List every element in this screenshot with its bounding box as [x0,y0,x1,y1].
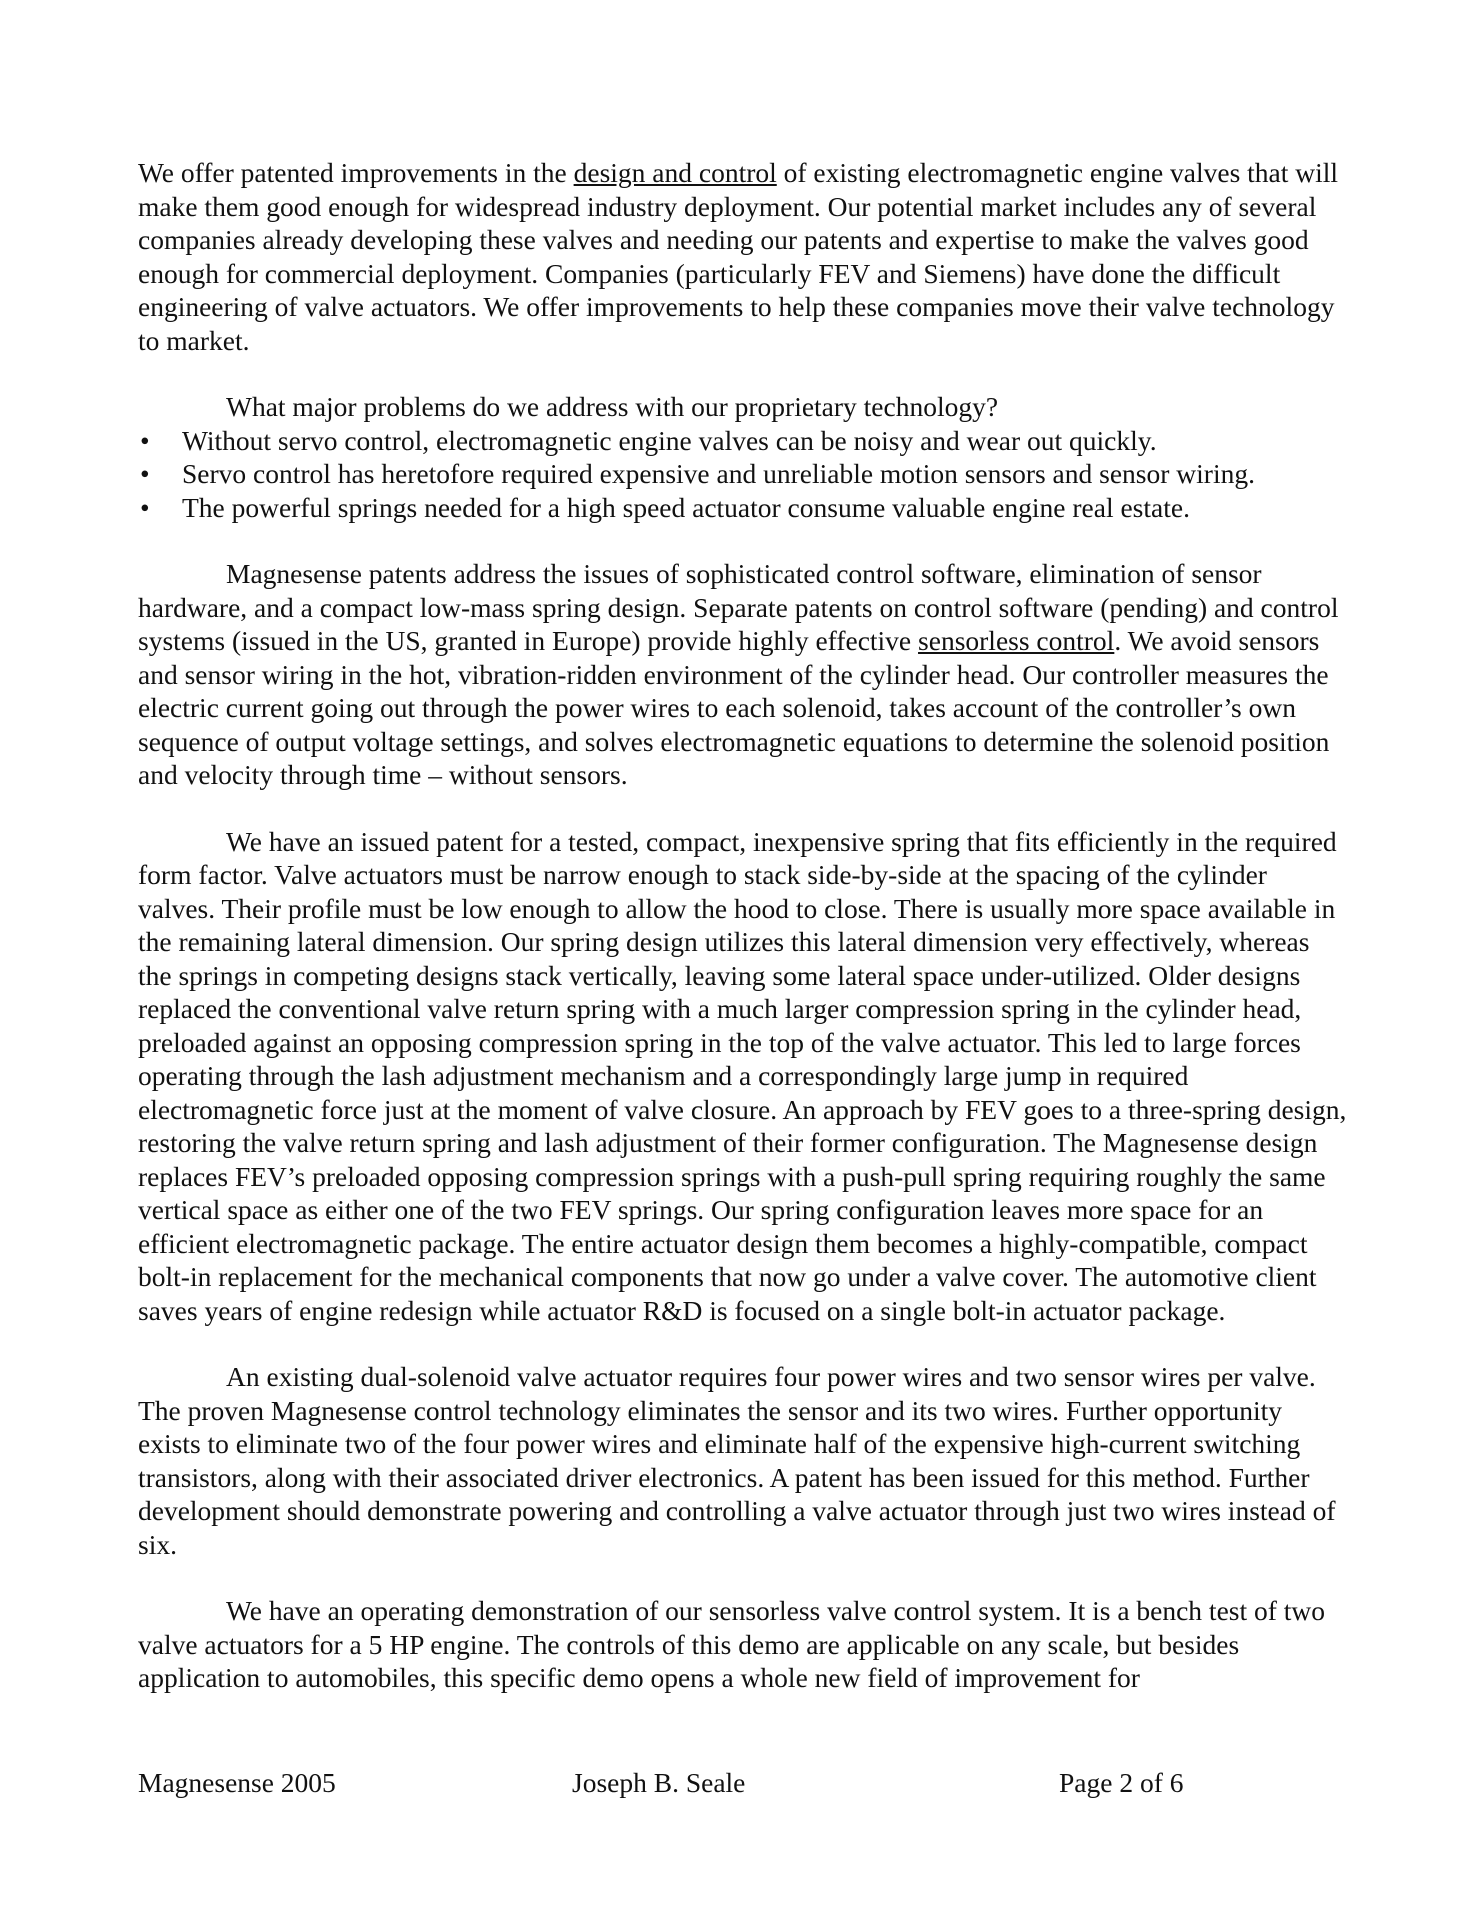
paragraph-intro [138,156,1348,357]
bullet-item [138,457,1348,491]
bullet-icon: • [140,424,150,456]
design-and-control-underlined: design and control [573,157,777,188]
sensorless-control-underlined: sensorless control [918,625,1115,656]
paragraph-wiring: An existing dual-solenoid valve actuator requires four power wires and two sensor wires per valve. The proven Magnesense control technology eliminates the sensor and its two wires. Further opportunity exists to eliminate two of the four power wires and eliminate half of the expensive high-current switching transistors, along with their associated driver electronics. A patent has been issued for this method. Further development should demonstrate powering and controlling a valve actuator through just two wires instead of six. [138,1361,1336,1560]
paragraph-demonstration: We have an operating demonstration of our sensorless valve control system. It is a bench test of two valve actuators for a 5 HP engine. The controls of this demo are applicable on any scale, but besides application to automobiles, this specific demo opens a whole new field of improvement for [138,1595,1326,1693]
footer-author: Joseph B. Seale [572,1767,746,1798]
bullet-icon: • [140,458,150,489]
paragraph-patents-text-end: . We avoid sensors and sensor wiring in the hot, vibration-ridden environment of the cylinder head. Our controller measures the electric current going out through the power wires to each solenoid, takes account of the controller’s own sequence of output voltage settings, and solves electromagnetic equations to determine the solenoid position and velocity through time – without sensors. [138,625,1330,790]
footer-company: Magnesense 2005 [138,1767,336,1798]
bullet-item [138,491,1348,525]
paragraph-patents [138,557,1348,792]
document-body [138,156,1348,1728]
bullet-item [138,424,1348,458]
bullet-icon: • [140,491,150,523]
paragraph-patents-text-start: Magnesense patents address the issues of sophisticated control software, elimination of sensor hardware, and a compact low-mass spring design. Separate patents on control software (pending) and control systems (issued in the US, granted in Europe) provide highly effective [138,558,1339,656]
paragraph-intro-text-start: We offer patented improvements in the [138,157,574,188]
bullet-text: The powerful springs needed for a high speed actuator consume valuable engine real estate. [182,491,1190,523]
paragraph-intro-text-end: of existing electromagnetic engine valves that will make them good enough for widespread industry deployment. Our potential market includes any of several companies already developing these valves and needing our patents and expertise to make the valves good enough for commercial deployment. Companies (particularly FEV and Siemens) have done the difficult engineering of valve actuators. We offer improvements to help these companies move their valve technology to market. [138,157,1339,356]
bullet-text: Without servo control, electromagnetic engine valves can be noisy and wear out quickly. [182,424,1157,456]
problems-bullet-list [138,424,1348,525]
bullet-text: Servo control has heretofore required expensive and unreliable motion sensors and sensor wiring. [182,458,1255,489]
paragraph-spring-design: We have an issued patent for a tested, compact, inexpensive spring that fits efficiently in the required form factor. Valve actuators must be narrow enough to stack side-by-side at the spacing of the cylinder valves. Their profile must be low enough to allow the hood to close. There is usually more space available in the remaining lateral dimension. Our spring design utilizes this lateral dimension very effectively, whereas the springs in competing designs stack vertically, leaving some lateral space under-utilized. Older designs replaced the conventional valve return spring with a much larger compression spring in the cylinder head, preloaded against an opposing compression spring in the top of the valve actuator. This led to large forces operating through the lash adjustment mechanism and a correspondingly large jump in required electromagnetic force just at the moment of valve closure. An approach by FEV goes to a three-spring design, restoring the valve return spring and lash adjustment of their former configuration. The Magnesense design replaces FEV’s preloaded opposing compression springs with a push-pull spring requiring roughly the same vertical space as either one of the two FEV springs. Our spring configuration leaves more space for an efficient electromagnetic package. The entire actuator design them becomes a highly-compatible, compact bolt-in replacement for the mechanical components that now go under a valve cover. The automotive client saves years of engine redesign while actuator R&D is focused on a single bolt-in actuator package. [138,825,1347,1326]
footer-page-number: Page 2 of 6 [1059,1767,1184,1798]
problems-question: What major problems do we address with our proprietary technology? [226,391,999,422]
